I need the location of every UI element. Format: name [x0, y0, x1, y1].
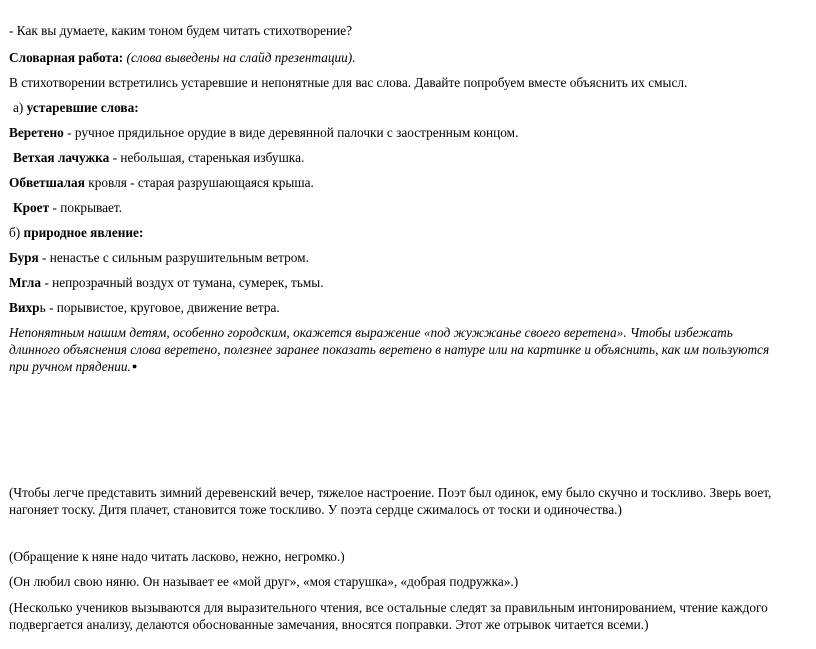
term-line: [9, 300, 776, 316]
italic-note-text: Непонятным нашим детям, особенно городским, окажется выражение «под жужжанье своего веретена». Чтобы избежать длинного объяснения слова веретено, полезнее заранее показать веретено в натуре или на картинке и объяснить, как им пользуются при ручном прядении.: [9, 325, 770, 374]
section-b-prefix: б): [9, 225, 21, 240]
vocab-title: Словарная работа:: [9, 50, 124, 65]
intro-line: В стихотворении встретились устаревшие и непонятные для вас слова. Давайте попробуем вместе объяснить их смысл.: [9, 75, 688, 90]
section-a-title: устаревшие слова:: [26, 100, 139, 115]
definition: - ненастье с сильным разрушительным ветром.: [38, 250, 309, 265]
definition: - ручное прядильное орудие в виде деревянной палочки с заостренным концом.: [63, 125, 519, 140]
term-line: [13, 150, 776, 166]
vocab-note: (слова выведены на слайд презентации).: [126, 50, 356, 65]
definition: - небольшая, старенькая избушка.: [109, 150, 305, 165]
term-line: [9, 275, 776, 291]
term: Обветшалая: [9, 175, 85, 190]
term-line: [13, 200, 776, 216]
bullet-icon: ●: [131, 361, 138, 371]
italic-note: [9, 324, 776, 375]
section-b-heading: [9, 225, 776, 241]
section-a-heading: [13, 100, 776, 116]
term: Ветхая лачужка: [13, 150, 110, 165]
term: Вихр: [9, 300, 40, 315]
section-b-title: природное явление:: [23, 225, 144, 240]
definition: - покрывает.: [49, 200, 123, 215]
paragraph: (Несколько учеников вызываются для выразительного чтения, все остальные следят за правильным интонированием, чтение каждого подвергается анализу, делаются обоснованные замечания, вносятся поправки. Этот же отрывок читается всеми.): [9, 600, 768, 632]
term-line: [9, 250, 776, 266]
section-a-prefix: а): [13, 100, 24, 115]
paragraph: (Обращение к няне надо читать ласково, нежно, негромко.): [9, 549, 345, 564]
paragraph: (Чтобы легче представить зимний деревенский вечер, тяжелое настроение. Поэт был одинок, ему было скучно и тоскливо. Зверь воет, нагоняет тоску. Дитя плачет, становится тоже тоскливо. У поэта сердце сжималось от тоски и одиночества.): [9, 485, 772, 517]
definition: кровля - старая разрушающаяся крыша.: [84, 175, 314, 190]
term: Буря: [9, 250, 39, 265]
term-line: [9, 175, 776, 191]
paragraph: (Он любил свою няню. Он называет ее «мой друг», «моя старушка», «добрая подружка».): [9, 574, 519, 589]
question-line: - Как вы думаете, каким тоном будем читать стихотворение?: [9, 23, 353, 38]
term: Веретено: [9, 125, 64, 140]
term-line: [9, 125, 776, 141]
vocab-heading: [9, 50, 776, 66]
definition: - непрозрачный воздух от тумана, сумерек, тьмы.: [41, 275, 324, 290]
term: Мгла: [9, 275, 42, 290]
definition: ь - порывистое, круговое, движение ветра.: [39, 300, 280, 315]
term: Кроет: [13, 200, 50, 215]
